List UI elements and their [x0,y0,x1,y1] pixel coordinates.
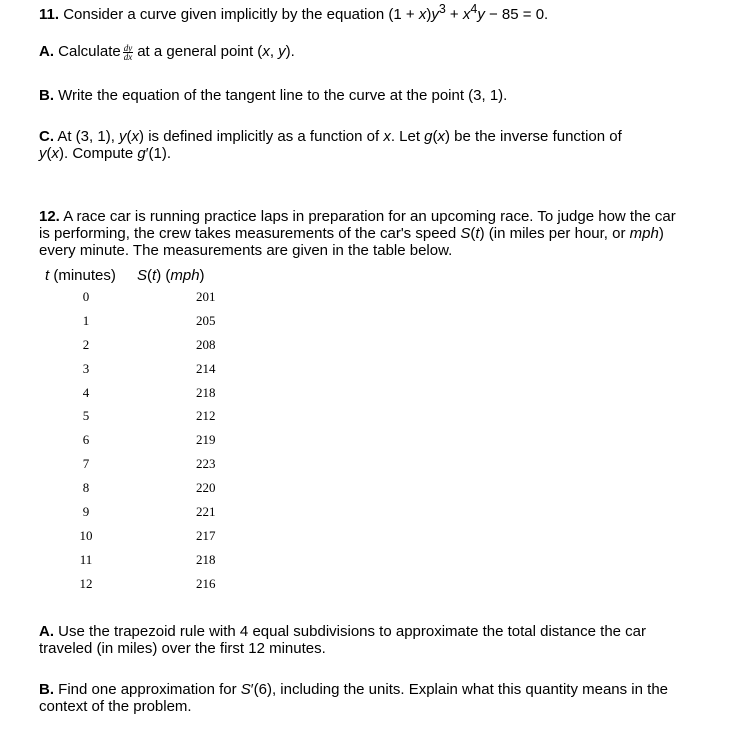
speed-cell: 223 [196,456,216,472]
problem-11-number: 11. [39,6,60,23]
table-row [39,381,216,405]
time-cell: 3 [82,360,90,376]
table-row [39,452,216,476]
part-label: A. [39,43,54,60]
part-label: A. [39,623,54,640]
speed-table [39,265,216,596]
time-cell: 11 [79,551,93,567]
header-speed: S(t) (mph) [137,266,205,284]
table-row [39,404,216,428]
speed-cell: 218 [196,551,216,567]
problem-11-part-b: B. Write the equation of the tangent line to the curve at the point (3, 1). [39,87,508,104]
problem-11-statement: 11. Consider a curve given implicitly by the equation $(1 + x)y^3 + x^4y - 85 = 0$. [39,2,549,23]
speed-cell: 214 [196,360,216,376]
time-cell: 4 [82,384,90,400]
time-cell: 5 [82,408,90,424]
time-cell: 10 [79,527,93,543]
table-row [39,548,216,572]
table-row [39,476,216,500]
time-cell: 6 [82,432,90,448]
problem-11-part-a: A. Calculate $\frac{dy}{dx}$ at a general point (x, y). [39,42,295,62]
speed-cell: 219 [196,432,216,448]
speed-cell: 217 [196,527,216,543]
part-label: B. [39,87,54,104]
table-row [39,357,216,381]
header-time: t (minutes) [45,266,116,284]
problem-12-statement: 12. A race car is running practice laps in preparation for an upcoming race. To judge how the car is performing, the crew takes measurements of the car's speed S(t) (in miles per hour, or mph) every minute. The measurements are given in the table below. [39,208,676,259]
problem-12-part-a: A. Use the trapezoid rule with 4 equal subdivisions to approximate the total distance the car traveled (in miles) over the first 12 minutes. [39,623,647,657]
part-label: C. [39,128,54,145]
table-row [39,524,216,548]
time-cell: 12 [79,575,93,591]
table-row [39,285,216,309]
time-cell: 7 [82,456,90,472]
speed-cell: 208 [196,336,216,352]
time-cell: 0 [82,288,90,304]
time-cell: 1 [82,312,90,328]
table-row [39,572,216,596]
problem-12-part-b: B. Find one approximation for S′(6), including the units. Explain what this quantity means in the context of the problem. [39,681,669,715]
table-header-row [39,265,216,285]
table-row [39,500,216,524]
speed-cell: 218 [196,384,216,400]
problem-12-number: 12. [39,208,60,225]
table-row [39,428,216,452]
time-cell: 8 [82,480,90,496]
table-row [39,309,216,333]
time-cell: 9 [82,503,90,519]
time-cell: 2 [82,336,90,352]
speed-cell: 216 [196,575,216,591]
speed-cell: 212 [196,408,216,424]
speed-cell: 201 [196,288,216,304]
speed-cell: 220 [196,480,216,496]
table-row [39,333,216,357]
part-label: B. [39,681,54,698]
dy-dx-fraction: $\frac{dy}{dx}$ [123,42,133,62]
problem-11-part-c: C. At (3, 1), y(x) is defined implicitly as a function of x. Let g(x) be the inverse function of y(x). Compute g′(1). [39,128,622,162]
speed-cell: 205 [196,312,216,328]
speed-cell: 221 [196,503,216,519]
